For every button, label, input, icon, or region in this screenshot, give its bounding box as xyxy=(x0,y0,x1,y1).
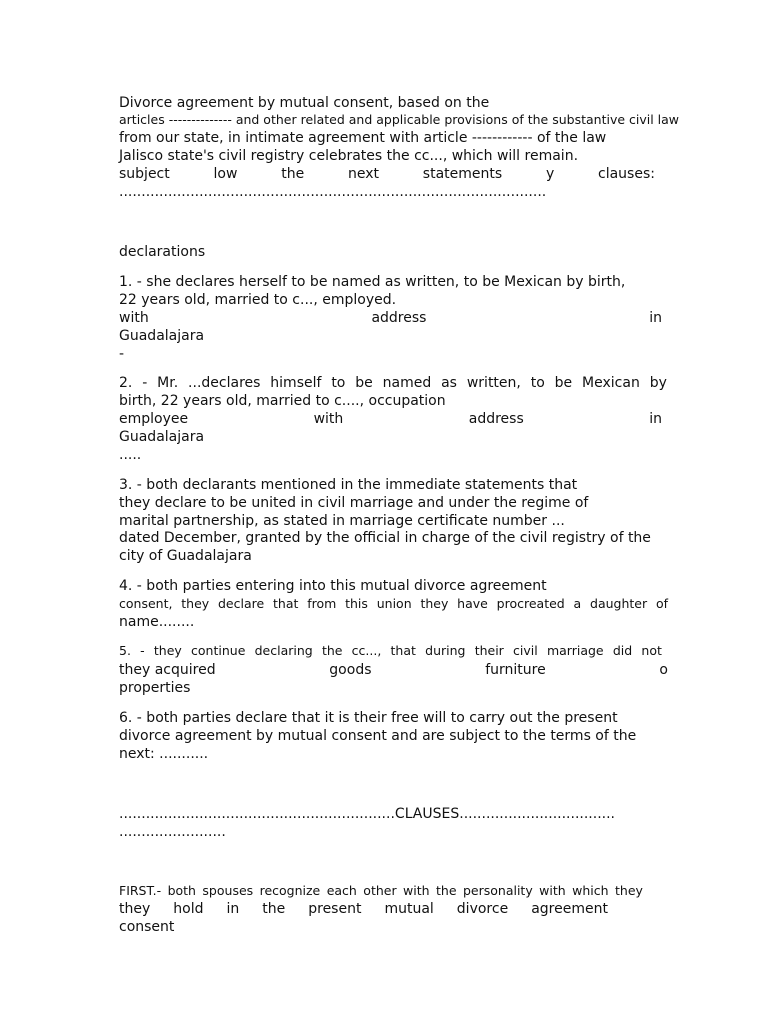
intro-line-5 xyxy=(119,165,655,183)
word: - xyxy=(142,375,148,391)
word: named xyxy=(382,375,432,391)
intro-line-3: from our state, in intimate agreement with article ------------ of the law xyxy=(119,130,607,146)
word: consent, xyxy=(119,596,173,611)
decl6-line-2: divorce agreement by mutual consent and are subject to the terms of the xyxy=(119,728,637,744)
word: be xyxy=(355,375,373,391)
word: personality xyxy=(462,883,533,898)
word: both xyxy=(167,883,196,898)
word: a xyxy=(573,596,582,611)
word: 2. xyxy=(119,375,133,391)
word: cc..., xyxy=(351,643,382,658)
word: y xyxy=(545,166,555,182)
decl2-line-5: ..... xyxy=(119,447,142,463)
word: other xyxy=(363,883,397,898)
first-clause-line-1 xyxy=(119,882,643,900)
word: in xyxy=(649,310,662,326)
decl4-line-3: name........ xyxy=(119,614,195,630)
decl2-line-1 xyxy=(119,374,667,392)
word: not xyxy=(641,643,662,658)
word: with xyxy=(539,883,566,898)
word: subject xyxy=(119,166,170,182)
decl2-line-2: birth, 22 years old, married to c...., occupation xyxy=(119,393,446,409)
word: the xyxy=(281,166,305,182)
word: during xyxy=(425,643,466,658)
clauses-heading-line-2: ........................ xyxy=(119,824,226,840)
word: address xyxy=(468,411,524,427)
word: recognize xyxy=(259,883,321,898)
word: agreement xyxy=(531,901,608,917)
word: next xyxy=(347,166,379,182)
word: continue xyxy=(191,643,246,658)
word: marriage xyxy=(546,643,604,658)
first-clause-line-3: consent xyxy=(119,919,175,935)
word: daughter xyxy=(590,596,648,611)
decl3-line-3: marital partnership, as stated in marriage certificate number ... xyxy=(119,513,565,529)
decl2-line-3 xyxy=(119,410,662,428)
word: address xyxy=(371,310,427,326)
word: that xyxy=(390,643,416,658)
intro-line-4: Jalisco state's civil registry celebrates the cc..., which will remain. xyxy=(119,148,579,164)
word: statements xyxy=(422,166,503,182)
word: ...declares xyxy=(188,375,261,391)
word: mutual xyxy=(384,901,434,917)
word: each xyxy=(326,883,357,898)
word: FIRST.- xyxy=(119,883,162,898)
word: the xyxy=(262,901,286,917)
word: 5. xyxy=(119,643,131,658)
word: written, xyxy=(466,375,521,391)
decl5-line-1 xyxy=(119,642,662,660)
word: - xyxy=(140,643,145,658)
word: this xyxy=(345,596,368,611)
word: Mexican xyxy=(582,375,640,391)
word: did xyxy=(612,643,633,658)
word: they xyxy=(119,901,151,917)
decl1-line-2: 22 years old, married to c..., employed. xyxy=(119,292,397,308)
word: to xyxy=(331,375,346,391)
word: declaring xyxy=(254,643,313,658)
word: divorce xyxy=(456,901,509,917)
decl6-line-1: 6. - both parties declare that it is their free will to carry out the present xyxy=(119,710,618,726)
decl1-line-3 xyxy=(119,309,662,327)
word: from xyxy=(307,596,337,611)
word: have xyxy=(457,596,488,611)
decl1-line-1: 1. - she declares herself to be named as written, to be Mexican by birth, xyxy=(119,274,626,290)
clauses-heading-line-1: ..............................................................CLAUSES................................... xyxy=(119,806,616,822)
decl2-line-4: Guadalajara xyxy=(119,429,205,445)
word: goods xyxy=(329,662,372,678)
decl1-line-4: Guadalajara xyxy=(119,328,205,344)
word: hold xyxy=(173,901,204,917)
word: they xyxy=(615,883,643,898)
word: furniture xyxy=(485,662,546,678)
word: spouses xyxy=(202,883,254,898)
word: that xyxy=(273,596,299,611)
word: which xyxy=(572,883,609,898)
intro-line-2: articles -------------- and other related and applicable provisions of the substantive civil law xyxy=(119,112,680,127)
word: they acquired xyxy=(119,662,216,678)
word: by xyxy=(649,375,667,391)
word: employee xyxy=(119,411,189,427)
word: union xyxy=(376,596,412,611)
decl3-line-2: they declare to be united in civil marriage and under the regime of xyxy=(119,495,589,511)
decl5-line-2 xyxy=(119,661,668,679)
word: the xyxy=(436,883,457,898)
decl1-line-5: - xyxy=(119,346,125,362)
word: himself xyxy=(270,375,322,391)
declarations-heading: declarations xyxy=(119,244,206,260)
word: in xyxy=(226,901,240,917)
word: they xyxy=(153,643,182,658)
word: o xyxy=(659,662,668,678)
first-clause-line-2 xyxy=(119,900,608,918)
decl6-line-3: next: ........... xyxy=(119,746,209,762)
word: to xyxy=(530,375,545,391)
word: in xyxy=(649,411,662,427)
word: clauses: xyxy=(598,166,655,182)
word: they xyxy=(181,596,210,611)
decl3-line-4: dated December, granted by the official in charge of the civil registry of the xyxy=(119,530,651,546)
word: of xyxy=(655,596,668,611)
word: low xyxy=(213,166,238,182)
decl3-line-1: 3. - both declarants mentioned in the immediate statements that xyxy=(119,477,578,493)
word: declare xyxy=(218,596,265,611)
word: procreated xyxy=(496,596,565,611)
word: Mr. xyxy=(157,375,179,391)
decl4-line-2 xyxy=(119,595,668,613)
word: they xyxy=(420,596,449,611)
decl3-line-5: city of Guadalajara xyxy=(119,548,252,564)
word: with xyxy=(403,883,430,898)
word: their xyxy=(474,643,504,658)
word: with xyxy=(119,310,149,326)
word: as xyxy=(441,375,457,391)
word: with xyxy=(313,411,344,427)
decl5-line-3: properties xyxy=(119,680,191,696)
decl4-line-1: 4. - both parties entering into this mutual divorce agreement xyxy=(119,578,547,594)
word: the xyxy=(321,643,343,658)
word: be xyxy=(554,375,573,391)
word: present xyxy=(308,901,362,917)
intro-line-1: Divorce agreement by mutual consent, based on the xyxy=(119,95,490,111)
word: civil xyxy=(513,643,538,658)
intro-line-6: ................................................................................................ xyxy=(119,184,547,200)
